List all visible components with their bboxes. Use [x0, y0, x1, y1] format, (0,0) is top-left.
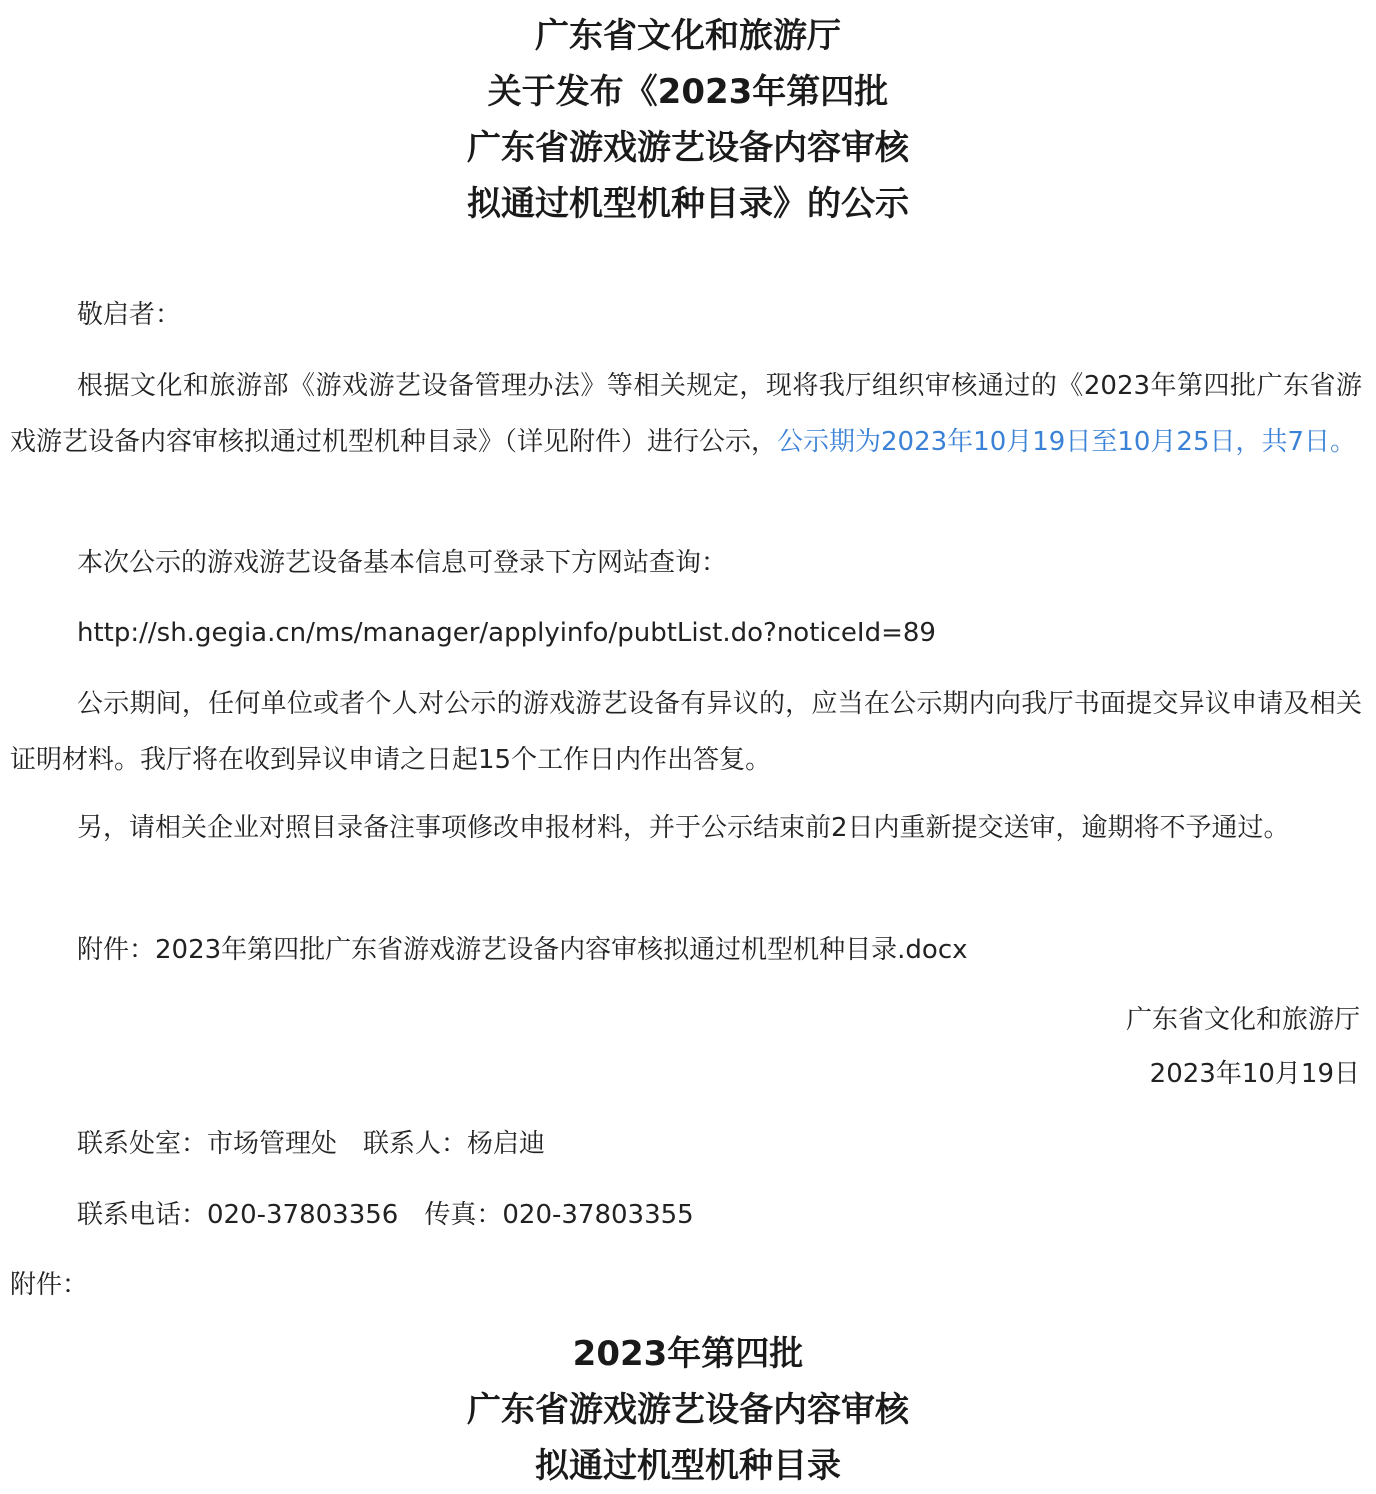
paragraph-resubmit: 另，请相关企业对照目录备注事项修改申报材料，并于公示结束前2日内重新提交送审，逾期将不予通过。 [77, 813, 1290, 843]
paragraph-basis [10, 358, 1362, 470]
paragraph-basis-text: 根据文化和旅游部《游戏游艺设备管理办法》等相关规定，现将我厅组织审核通过的《2023年第四批广东省游戏游艺设备内容审核拟通过机型机种目录》（详见附件）进行公示， [10, 371, 1362, 457]
paragraph-objection: 公示期间，任何单位或者个人对公示的游戏游艺设备有异议的，应当在公示期内向我厅书面提交异议申请及相关证明材料。我厅将在收到异议申请之日起15个工作日内作出答复。 [10, 689, 1362, 775]
signature-date: 2023年10月19日 [1149, 1059, 1360, 1089]
attachment-link[interactable]: 附件：2023年第四批广东省游戏游艺设备内容审核拟通过机型机种目录.docx [77, 935, 968, 965]
attachment-title-line-2: 广东省游戏游艺设备内容审核 [467, 1390, 909, 1430]
contact-phone: 联系电话：020-37803356 [77, 1200, 399, 1230]
attachment-title-line-3: 拟通过机型机种目录 [535, 1446, 841, 1486]
publicity-period-highlight: 公示期为2023年10月19日至10月25日，共7日。 [777, 427, 1357, 457]
notice-title-line-3: 广东省游戏游艺设备内容审核 [467, 128, 909, 168]
appendix-label: 附件： [10, 1270, 89, 1300]
notice-title-line-2: 关于发布《2023年第四批 [487, 72, 889, 112]
contact-person: 联系人：杨启迪 [363, 1129, 546, 1159]
contact-fax: 传真：020-37803355 [424, 1200, 694, 1230]
signature-org: 广东省文化和旅游厅 [1125, 1005, 1360, 1035]
salutation: 敬启者： [77, 300, 182, 330]
query-url[interactable]: http://sh.gegia.cn/ms/manager/applyinfo/pubtList.do?noticeId=89 [77, 618, 936, 648]
notice-title [0, 8, 1376, 232]
attachment-title [0, 1326, 1376, 1494]
notice-title-line-1: 广东省文化和旅游厅 [535, 16, 841, 56]
contact-office: 联系处室：市场管理处 [77, 1129, 338, 1159]
contact-office-line [10, 1116, 1362, 1172]
attachment-title-line-1: 2023年第四批 [572, 1334, 804, 1374]
paragraph-query-info: 本次公示的游戏游艺设备基本信息可登录下方网站查询： [77, 548, 728, 578]
contact-phone-line [10, 1187, 1362, 1243]
notice-title-line-4: 拟通过机型机种目录》的公示 [467, 184, 909, 224]
